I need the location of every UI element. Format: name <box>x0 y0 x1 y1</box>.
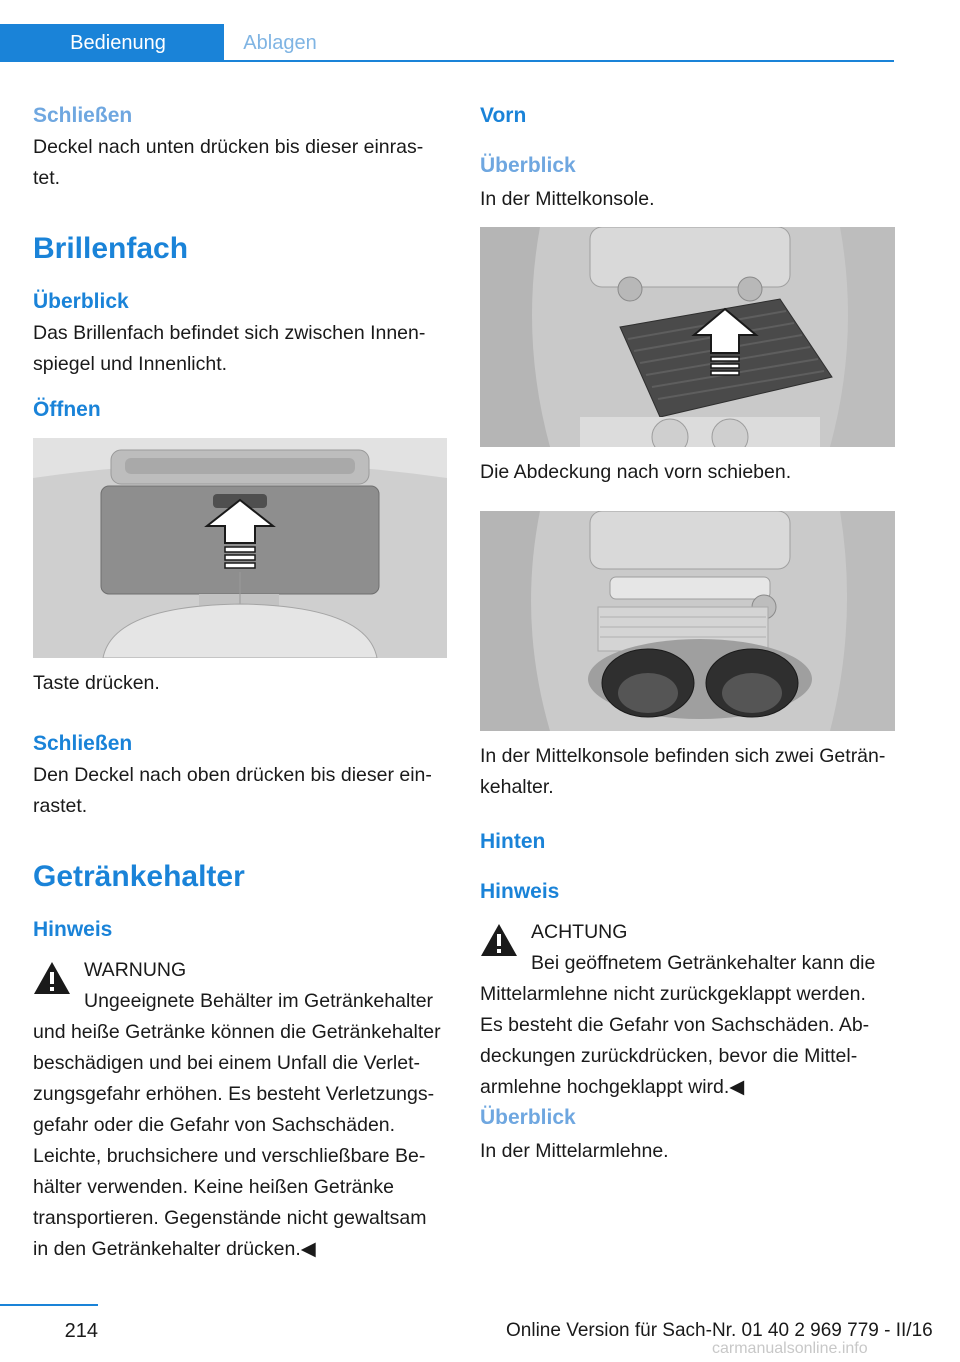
text-line: transportieren. Gegenstände nicht gewaltsam <box>33 1207 427 1229</box>
text-line: hälter verwenden. Keine heißen Getränke <box>33 1176 394 1198</box>
text-line: und heiße Getränke können die Getränkehalter <box>33 1021 441 1043</box>
tab-bedienung[interactable]: Bedienung <box>0 24 224 62</box>
caution-text <box>480 979 869 1103</box>
text-line: armlehne hochgeklappt wird.◀ <box>480 1076 745 1098</box>
heading-hinweis-left: Hinweis <box>33 918 113 941</box>
heading-schliessen-1: Schließen <box>33 104 133 127</box>
abdeckung-illustration <box>480 227 895 447</box>
text-line: in den Getränkehalter drücken.◀ <box>33 1238 316 1260</box>
text-line: Das Brillenfach befindet sich zwischen Innen‐ <box>33 322 426 344</box>
text-line: Den Deckel nach oben drücken bis dieser ein‐ <box>33 764 432 786</box>
heading-oeffnen: Öffnen <box>33 398 101 421</box>
text-line: Deckel nach unten drücken bis dieser einras‐ <box>33 136 424 158</box>
text-line: rastet. <box>33 795 88 817</box>
warning-title: WARNUNG <box>84 959 187 981</box>
text-line: Leichte, bruchsichere und verschließbare Be‐ <box>33 1145 426 1167</box>
heading-getraenkehalter: Getränkehalter <box>33 860 245 893</box>
text-line: Es besteht die Gefahr von Sachschäden. Ab‐ <box>480 1014 870 1036</box>
heading-schliessen-2: Schließen <box>33 732 133 755</box>
online-version-note: Online Version für Sach-Nr. 01 40 2 969 779 - II/16 <box>506 1320 933 1341</box>
figure-abdeckung <box>480 227 895 447</box>
warning-text <box>33 1017 441 1265</box>
text-line: beschädigen und bei einem Unfall die Verlet‐ <box>33 1052 421 1074</box>
text-getraenkehalter <box>480 741 885 803</box>
text-abdeckung: Die Abdeckung nach vorn schieben. <box>480 461 792 483</box>
page-number: 214 <box>64 1320 98 1342</box>
text-ueberblick <box>33 318 425 380</box>
footer-rule <box>0 1304 98 1306</box>
text-line: gefahr oder die Gefahr von Sachschäden. <box>33 1114 396 1136</box>
heading-brillenfach: Brillenfach <box>33 232 189 265</box>
brillenfach-illustration <box>33 438 447 658</box>
getraenkehalter-illustration <box>480 511 895 731</box>
text-taste: Taste drücken. <box>33 672 160 694</box>
tab-ablagen[interactable]: Ablagen <box>243 31 317 54</box>
caution-icon <box>479 922 519 958</box>
figure-brillenfach <box>33 438 447 658</box>
text-line: zungsgefahr erhöhen. Es besteht Verletzungs‐ <box>33 1083 435 1105</box>
heading-ueberblick-2: Überblick <box>480 1106 576 1129</box>
heading-ueberblick-1: Überblick <box>480 154 576 177</box>
text-mittelarmlehne: In der Mittelarmlehne. <box>480 1140 669 1162</box>
text-line: kehalter. <box>480 776 554 798</box>
heading-ueberblick: Überblick <box>33 290 129 313</box>
text-schliessen-2 <box>33 760 432 822</box>
warning-line-0: Ungeeignete Behälter im Getränkehalter <box>84 990 434 1012</box>
caution-title: ACHTUNG <box>531 921 628 943</box>
caution-line-0: Bei geöffnetem Getränkehalter kann die <box>531 952 876 974</box>
text-line: deckungen zurückdrücken, bevor die Mittel‐ <box>480 1045 858 1067</box>
text-line: spiegel und Innenlicht. <box>33 353 228 375</box>
heading-hinweis-right: Hinweis <box>480 880 560 903</box>
header-rule <box>0 60 894 62</box>
text-line: Mittelarmlehne nicht zurückgeklappt werden. <box>480 983 866 1005</box>
watermark: carmanualsonline.info <box>712 1340 868 1357</box>
figure-getraenkehalter <box>480 511 895 731</box>
text-mittelkonsole: In der Mittelkonsole. <box>480 188 655 210</box>
heading-hinten: Hinten <box>480 830 546 853</box>
heading-vorn: Vorn <box>480 104 527 127</box>
text-line: tet. <box>33 167 61 189</box>
text-schliessen-1 <box>33 132 423 194</box>
warning-icon <box>32 960 72 996</box>
text-line: In der Mittelkonsole befinden sich zwei Geträn‐ <box>480 745 886 767</box>
